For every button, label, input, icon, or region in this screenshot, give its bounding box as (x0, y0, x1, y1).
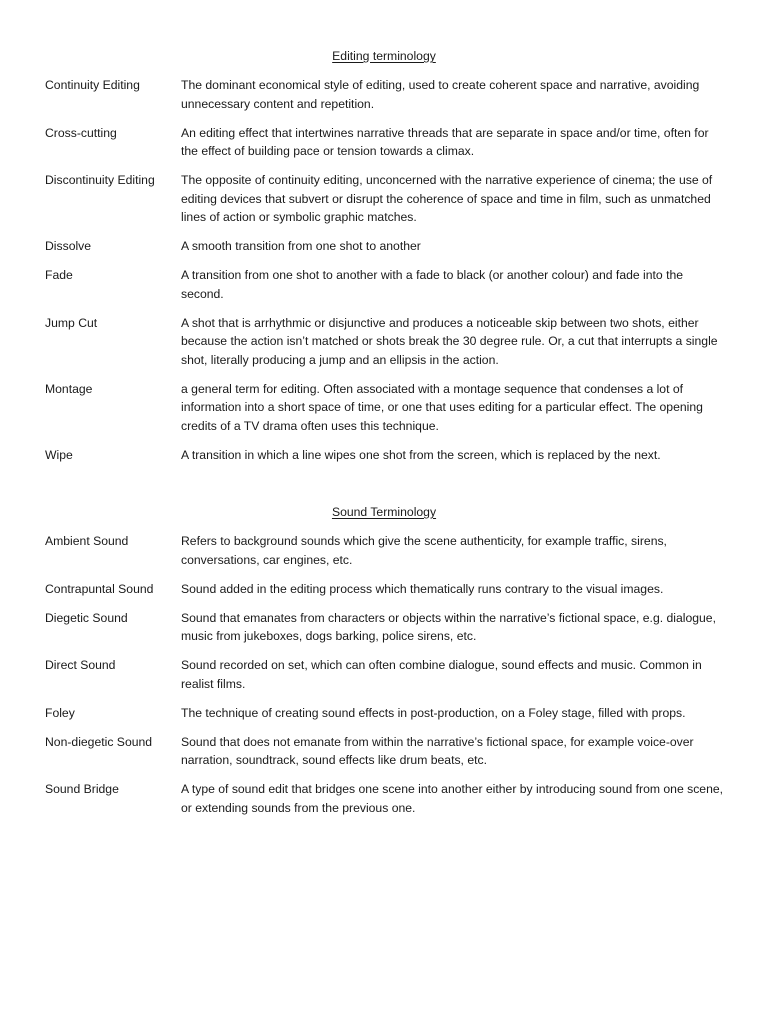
glossary-entry (45, 314, 725, 370)
glossary-definition: Sound added in the editing process which thematically runs contrary to the visual images. (181, 581, 664, 596)
glossary-term: Wipe (45, 447, 73, 462)
glossary-term: Jump Cut (45, 315, 98, 330)
glossary-definition: Refers to background sounds which give the scene authenticity, for example traffic, sirens, conversations, car engines, etc. (181, 534, 667, 567)
glossary-entry (45, 532, 725, 569)
glossary-term: Diegetic Sound (45, 610, 128, 625)
glossary-entry (45, 124, 725, 161)
glossary-term: Continuity Editing (45, 78, 140, 92)
glossary-definition: An editing effect that intertwines narrative threads that are separate in space and/or time, often for the effect of building pace or tension towards a climax. (181, 125, 709, 158)
glossary-entry (45, 266, 725, 303)
glossary-definition: The technique of creating sound effects in post-production, on a Foley stage, filled with props. (181, 705, 686, 720)
glossary-definition: Sound recorded on set, which can often combine dialogue, sound effects and music. Common in realist films. (181, 658, 702, 691)
glossary-term: Contrapuntal Sound (45, 581, 154, 596)
editing-glossary (45, 76, 725, 475)
glossary-entry (45, 76, 725, 113)
glossary-entry (45, 656, 725, 693)
glossary-term: Foley (45, 705, 75, 720)
glossary-definition: Sound that does not emanate from within the narrative’s fictional space, for example voice-over narration, soundtrack, sound effects like drum beats, etc. (181, 734, 694, 767)
glossary-entry (45, 733, 725, 770)
glossary-definition: A smooth transition from one shot to another (181, 239, 421, 253)
glossary-term: Discontinuity Editing (45, 173, 155, 187)
editing-section-title: Editing terminology (332, 49, 436, 63)
glossary-term: Fade (45, 268, 73, 282)
glossary-term: Ambient Sound (45, 534, 129, 548)
glossary-entry (45, 580, 725, 599)
glossary-entry (45, 446, 725, 465)
glossary-definition: A type of sound edit that bridges one scene into another either by introducing sound from one scene, or extending sounds from the previous one. (181, 782, 724, 815)
glossary-definition: The dominant economical style of editing, used to create coherent space and narrative, avoiding unnecessary content and repetition. (181, 78, 700, 111)
glossary-term: Direct Sound (45, 658, 116, 672)
glossary-entry (45, 171, 725, 227)
glossary-definition: A shot that is arrhythmic or disjunctive and produces a noticeable skip between two shots, either because the action isn’t matched or shots break the 30 degree rule. Or, a cut that interrupts a single shot, literally producing a jump and an ellipsis in the action. (181, 315, 718, 367)
glossary-entry (45, 780, 725, 817)
glossary-term: Sound Bridge (45, 782, 119, 796)
glossary-entry (45, 704, 725, 723)
sound-glossary (45, 532, 725, 828)
glossary-definition: The opposite of continuity editing, unconcerned with the narrative experience of cinema; the use of editing devices that subvert or disrupt the coherence of space and time in film, such as unmatched lines of action or symbolic graphic matches. (181, 173, 713, 224)
glossary-term: Dissolve (45, 239, 92, 253)
glossary-term: Non-diegetic Sound (45, 734, 153, 749)
glossary-entry (45, 380, 725, 436)
sound-section-title: Sound Terminology (331, 505, 437, 519)
glossary-definition: Sound that emanates from characters or objects within the narrative’s fictional space, e.g. dialogue, music from jukeboxes, dogs barking, police sirens, etc. (181, 610, 716, 643)
glossary-entry (45, 237, 725, 256)
glossary-entry (45, 609, 725, 646)
glossary-term: Montage (45, 381, 93, 396)
glossary-definition: A transition in which a line wipes one shot from the screen, which is replaced by the next. (181, 447, 661, 462)
glossary-definition: a general term for editing. Often associated with a montage sequence that condenses a lot of information into a short space of time, or one that uses editing for a particular effect. The opening credits of a TV drama often uses this technique. (181, 381, 703, 433)
glossary-term: Cross-cutting (45, 125, 117, 140)
glossary-definition: A transition from one shot to another with a fade to black (or another colour) and fade into the second. (181, 268, 684, 301)
